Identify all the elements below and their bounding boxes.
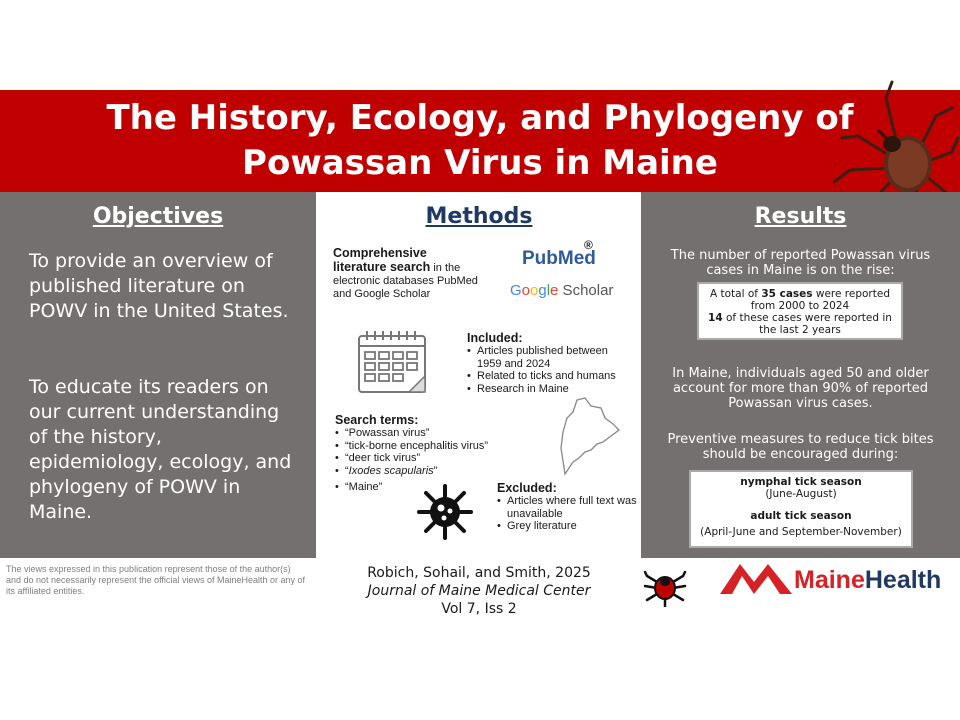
methods-heading: Methods [425,204,533,229]
mainehealth-logo-text: MaineHealth [794,566,942,594]
included-list [467,345,635,395]
results-heading: Results [754,204,847,229]
objectives-paragraph-2: To educate its readers on our current understanding of the history, epidemiology, ecology, and phylogeny of POWV in Maine. [29,376,292,523]
list-item: • Grey literature [497,520,637,533]
list-item: • “Ixodes scapularis” [335,465,515,478]
results-paragraph-2: In Maine, individuals aged 50 and older account for more than 90% of reported Powassan virus cases. [672,366,929,411]
search-rest: in the electronic databases PubMed and Google Scholar [333,262,478,300]
excluded-heading: Excluded: [497,481,557,495]
tick-season-box [689,470,913,548]
pubmed-logo [522,238,596,270]
adult-season-months: (April-June and September-November) [700,526,902,538]
results-paragraph-1: The number of reported Powassan virus cases in Maine is on the rise: [670,248,931,278]
objectives-panel [0,192,316,558]
list-item: • Articles published between 1959 and 2024 [467,345,635,370]
search-terms-section [335,414,515,494]
google-scholar-logo: Google Scholar [510,282,614,299]
adult-season-label: adult tick season [750,510,852,522]
search-description [333,247,483,301]
registered-mark: ® [584,238,593,252]
title-line-1: The History, Ecology, and Phylogeny of [106,98,854,138]
mainehealth-logo-icon [718,560,794,596]
tick-logo-icon [643,570,687,608]
nymphal-season-months: (June-August) [765,488,837,500]
maine-map-icon [555,396,621,476]
pubmed-logo-text: PubMed [522,248,596,269]
excluded-section [497,482,637,533]
calendar-icon [357,330,429,396]
search-bold: Comprehensive literature search [333,246,431,274]
virus-icon [417,484,473,540]
nymphal-season-label: nymphal tick season [740,476,862,488]
citation-volume: Vol 7, Iss 2 [441,601,517,617]
included-section [467,332,635,395]
excluded-list [497,495,637,533]
objectives-heading: Objectives [92,204,224,229]
term-italic: Ixodes scapularis [348,464,434,477]
results-paragraph-3: Preventive measures to reduce tick bites should be encouraged during: [667,432,934,462]
objectives-paragraph-1: To provide an overview of published literature on POWV in the United States. [29,250,289,322]
list-item: • “tick-borne encephalitis virus” [335,440,515,453]
cases-box: A total of 35 cases were reported from 2000 to 2024 14 of these cases were reported in the last 2 years [697,282,903,340]
list-item: • Research in Maine [467,383,635,396]
results-panel [641,192,960,558]
search-terms-heading: Search terms: [335,413,419,427]
page-title [40,96,920,186]
title-line-2: Powassan Virus in Maine [242,143,718,183]
included-heading: Included: [467,331,523,345]
list-item: • “Maine” [335,481,515,494]
list-item: • “deer tick virus” [335,452,515,465]
citation-authors: Robich, Sohail, and Smith, 2025 [367,565,591,581]
list-item: • Related to ticks and humans [467,370,635,383]
methods-panel [319,192,639,548]
citation-journal: Journal of Maine Medical Center [367,583,591,599]
disclaimer: The views expressed in this publication represent those of the author(s) and do not necessarily represent the official views of MaineHealth or any of its affiliated entities. [6,564,305,596]
list-item: • Articles where full text was unavailable [497,495,637,520]
citation [330,564,628,618]
list-item: • “Powassan virus” [335,427,515,440]
